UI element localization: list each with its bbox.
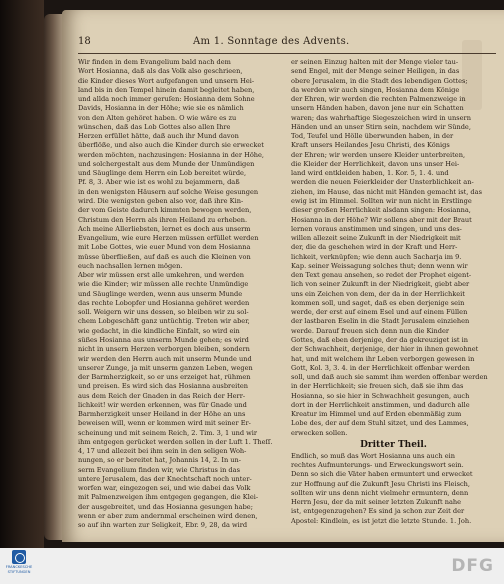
text-line: wie gedacht, in die kindliche Einfalt, so wird ein [78, 326, 240, 335]
text-line: ist, entgegenzugehen? Es sind ja schon zur Zeit der [291, 507, 465, 516]
text-line: Kap. seiner Weissagung solches thut; denn wenn wir [291, 261, 468, 270]
text-line: Gott, Kol. 3, 3. 4. in der Herrlichkeit offenbar werden [291, 363, 470, 372]
text-line: Herrn Jesu, der da mit seiner letzten Zukunft nahe [291, 498, 462, 507]
text-line: beweisen will, wenn er kommen wird mit seiner Er- [78, 419, 251, 428]
text-line: lernen voraus anstimmen und singen, und uns des- [291, 224, 462, 233]
text-line: Endlich, so muß das Wort Hosianna uns auch ein [291, 451, 456, 460]
text-line: untere Jerusalem, das der Knechtschaft noch unter- [78, 474, 252, 483]
left-text-column [78, 58, 283, 531]
text-line: scheinung und mit seinem Reich, 2. Tim. 3, 1 und wir [78, 428, 258, 437]
text-line: 4, 17 und allezeit bei ihm sein in den seligen Woh- [78, 447, 247, 456]
text-line: so auf ihn warten zur Seligkeit, Ebr. 9, 28, da wird [78, 521, 248, 530]
text-line: lich von seiner Zukunft in der Niedrigkeit, giebt aber [291, 280, 470, 289]
text-line: wie die Kinder; wir müssen alle rechte Unmündige [78, 280, 249, 289]
text-line: Christum den Herrn als ihren Heiland zu erheben. [78, 215, 248, 224]
text-line: mit Lobe Gottes, wie euer Mund von dem Hosianna [78, 243, 251, 252]
text-line: der, die da geschehen wird in der Kraft und Herr- [291, 243, 458, 252]
text-line: lichkeit, verknüpfen; wie denn auch Sacharja im 9. [291, 252, 462, 261]
text-line: der lastbaren Eselin in die Stadt Jerusalem einziehen [291, 317, 470, 326]
text-line: Pf. 8, 3. Aber wie ist es wohl zu bejammern, daß [78, 178, 240, 187]
text-line: worfen war, eingezogen sei, und wie dabei das Volk [78, 484, 251, 493]
page-number: 18 [78, 36, 91, 47]
library-logo-line-2: STIFTUNGEN [7, 570, 31, 574]
text-line: land bis in den Tempel hinein damit begleitet haben, [78, 85, 255, 94]
text-line: das rechte Lobopfer und Hosianna gehöret werden [78, 298, 250, 307]
text-line: der Barmherzigkeit, so er uns erzeiget hat, rühmen [78, 373, 251, 382]
text-line: euch nachsallen lernen mögen. [78, 261, 183, 270]
text-line: Gottes, daß eben derjenige, der da gekreuziget ist in [291, 335, 469, 344]
book-spine [0, 0, 44, 548]
text-line: Hosianna in der Höhe? Wir sollens aber mit der Braut [291, 215, 472, 224]
text-line: rechtes Aufmunterungs- und Erweckungswort sein. [291, 461, 464, 470]
running-title: Am 1. Sonntage des Advents. [193, 36, 350, 47]
text-line: in der Herrlichkeit; sie freuen sich, daß sie ihm das [291, 382, 464, 391]
text-line: ziehen, im Hause, das nicht mit Händen gemacht ist, das [291, 187, 482, 196]
text-line: land wird entkleiden haben, 1. Kor. 5, 1. 4. und [291, 169, 449, 178]
text-line: überflöße, und also auch die Kinder durch sie erwecket [78, 141, 264, 150]
text-line: hat, und mit welchem ihr Leben verborgen gewesen in [291, 354, 475, 363]
text-line: Händen und an unser Stirn sein, nachdem wir Sünde, [291, 122, 471, 131]
text-line: wird. Die wenigsten geben also vor, daß ihre Kin- [78, 196, 244, 205]
library-logo-line-1: FRANCKESCHE [5, 565, 33, 569]
text-line: werde. Darauf freuen sich denn nun die Kinder [291, 326, 450, 335]
library-logo-icon [12, 550, 26, 564]
book-page [62, 10, 504, 542]
text-line: ewig ist im Himmel. Sollten wir nun nicht in Erstlinge [291, 196, 472, 205]
text-line: wir werden den Herrn auch mit unserm Munde und [78, 354, 252, 363]
running-head [78, 36, 496, 50]
text-line: da werden wir auch singen, Hosianna dem Könige [291, 85, 460, 94]
text-line: Wir finden in dem Evangelium bald nach dem [78, 58, 231, 66]
text-line: werden die neuen Feierkleider der Unsterblichkeit an- [291, 178, 474, 187]
text-line: Kreatur im Himmel und auf Erden ebenmäßig zum [291, 410, 462, 419]
viewer-footer [0, 548, 504, 584]
text-line: wünschen, daß das Lob Gottes also allen Ihre [78, 122, 231, 131]
text-line: Lobe des, der auf dem Stuhl sitzet, und des Lammes, [291, 419, 469, 428]
text-line: von den Alten gehöret haben. O wie wäre es zu [78, 113, 237, 122]
text-line: send Engel, mit der Menge seiner Heiligen, in das [291, 67, 460, 76]
text-line: Wort Hosianna, daß als das Volk also geschrieen, [78, 67, 243, 76]
text-line: Kraft unsers Heilandes Jesu Christi, des Königs [291, 141, 450, 150]
text-line: in den wenigsten Häusern auf solche Weise gesungen [78, 187, 259, 196]
text-line: den Text genau ansehen, so redet der Prophet eigent- [291, 271, 472, 280]
text-line: mit Palmenzweigen ihm entgegen gegangen, die Klei- [78, 493, 259, 502]
text-line: Herzen erfüllet hätte, daß auch ihr Mund davon [78, 132, 239, 141]
text-line: Apostel: Kindlein, es ist jetzt die letzte Stunde. 1. Joh. [291, 516, 472, 525]
text-line: dort in der Herrlichkeit anstimmen, und dadurch alle [291, 400, 470, 409]
text-line: die Kinder dieses Wort aufgefangen und unsern Hei- [78, 76, 255, 85]
text-line: wenn er aber zum andernmal erscheinen wird denen, [78, 512, 258, 521]
library-logo [4, 550, 34, 582]
text-line: uns ein Zeichen von dem, der da in der Herrlichkeit [291, 289, 465, 298]
text-line: der Ehren; wir werden unsere Kleider unterbreiten, [291, 150, 466, 159]
text-line: nicht in unsern Herzen verborgen bleiben, sondern [78, 345, 250, 354]
text-line: müsse überfließen, auf daß es auch die Kleinen von [78, 252, 251, 261]
dfg-logo: DFG [451, 556, 494, 576]
right-column-part-one [291, 58, 496, 438]
text-line: ihm entgegen gerücket werden sollen in der Luft 1. Theſſ. [78, 437, 273, 446]
text-line: waren; das wahrhaftige Siegeszeichen wird in unsern [291, 113, 471, 122]
text-line: unserer Zunge, ja mit unserm ganzen Leben, wegen [78, 363, 253, 372]
text-line: soll. Weigern wir uns dessen, so bleiben wir zu sol- [78, 308, 249, 317]
text-line: zur Hoffnung auf die Zukunft Jesu Christi ins Fleisch, [291, 479, 470, 488]
text-line: sollten wir uns denn nicht vielmehr ermuntern, denn [291, 488, 469, 497]
text-line: süßes Hosianna aus unserm Munde gehen; es wird [78, 335, 249, 344]
text-line: soll, und daß auch sie sammt ihm werden offenbar werden [291, 373, 488, 382]
right-text-column [291, 58, 496, 526]
text-line: Davids, Hosianna in der Höhe; wie sie es nämlich [78, 104, 244, 113]
text-line: Evangelium, wie eure Herzen müssen erfüllet werden [78, 234, 259, 243]
text-line: und Säuglinge dem Herrn ein Lob bereitet würde, [78, 169, 247, 178]
text-line: kommen soll, und saget, daß es eben derjenige sein [291, 298, 465, 307]
text-line: Tod, Teufel und Hölle überwunden haben, in der [291, 132, 454, 141]
text-line: serm Evangelium finden wir, wie Christus in das [78, 465, 240, 474]
text-line: und Säuglinge werden, wenn aus unserm Munde [78, 289, 243, 298]
text-line: lichkeit! wir werden erkennen, was für Gnade und [78, 400, 247, 409]
text-line: unsern Händen haben, davon jene nur ein Schatten [291, 104, 464, 113]
text-line: Barmherzigkeit unser Heiland in der Höhe an uns [78, 410, 246, 419]
text-line: nungen, so er bereitet hat, Johannis 14, 2. In un- [78, 456, 242, 465]
text-line: erwecken sollen. [291, 428, 348, 437]
text-line: er seinen Einzug halten mit der Menge vieler tau- [291, 58, 459, 66]
text-line: der Ehren, wir werden die rechten Palmenzweige in [291, 95, 466, 104]
text-line: dieser großen Herrlichkeit alsdann singen: Hosianna, [291, 206, 471, 215]
text-line: werde, der erst auf einem Esel und auf einem Füllen [291, 308, 468, 317]
text-line: Denn so sich die Väter haben ermuntert und erwecket [291, 470, 473, 479]
text-line: werden möchten, nachzusingen: Hosianna in der Höhe, [78, 150, 265, 159]
text-line: Aber wir müssen erst alle umkehren, und werden [78, 271, 244, 280]
section-heading: Dritter Theil. [360, 439, 427, 450]
header-rule [78, 53, 496, 54]
text-line: willen allezeit seine Zukunft in der Niedrigkeit mit [291, 234, 461, 243]
text-line: und preisen. Es wird sich das Hosianna ausbreiten [78, 382, 249, 391]
text-line: der Schwachheit, derjenige, der hier in ihnen gewohnet [291, 345, 479, 354]
text-line: der ausgebreitet, und das Hosianna gesungen habe; [78, 502, 253, 511]
text-line: Ach meine Allerliebsten, lernet es doch aus unserm [78, 224, 251, 233]
text-line: der vom Geiste dadurch kimmten bewogen werden, [78, 206, 252, 215]
text-line: chem Lobgeschäft ganz untüchtig. Treten wir aber, [78, 317, 250, 326]
right-column-part-two [291, 452, 496, 526]
text-line: obere Jerusalem, in die Stadt des lebendigen Gottes; [291, 76, 468, 85]
text-line: aus dem Reich der Gnaden in das Reich der Herr- [78, 391, 246, 400]
text-line: und solchergestalt aus dem Munde der Unmündigen [78, 159, 255, 168]
text-line: Hosianna, so sie hier in Schwachheit gesungen, auch [291, 391, 470, 400]
text-line: die Kleider der Herrlichkeit, davon uns unser Hei- [291, 159, 460, 168]
text-line: und allda noch immer geruſen: Hosianna dem Sohne [78, 95, 255, 104]
